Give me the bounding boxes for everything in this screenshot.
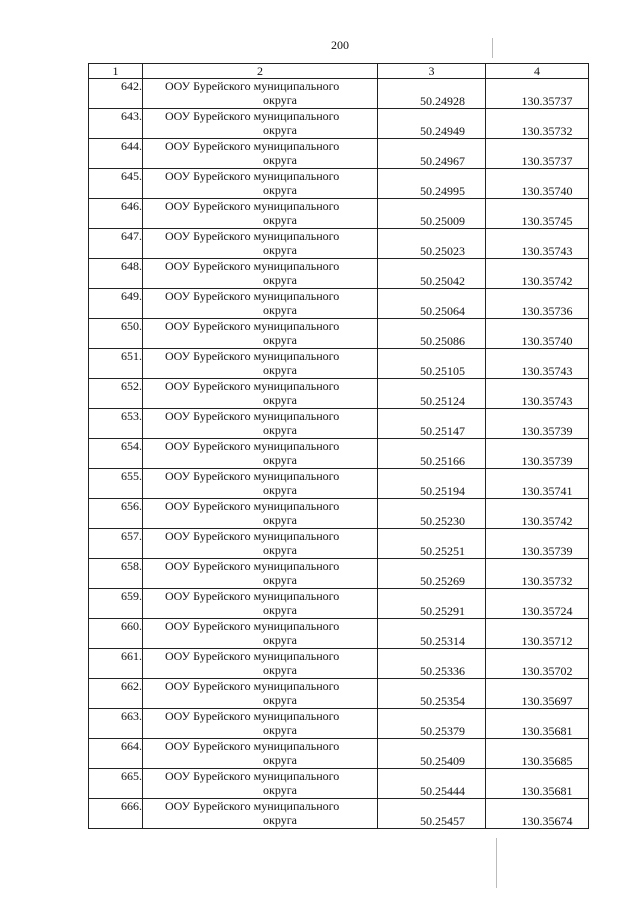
object-name-line1: ООУ Бурейского муниципального bbox=[165, 649, 340, 663]
table-row bbox=[89, 229, 589, 259]
latitude-cell bbox=[378, 139, 486, 169]
longitude-cell bbox=[486, 439, 589, 469]
object-name-line1: ООУ Бурейского муниципального bbox=[165, 469, 340, 483]
object-name bbox=[143, 199, 378, 229]
latitude-value: 50.25147 bbox=[420, 424, 465, 438]
row-number: 644. bbox=[89, 139, 143, 169]
row-number: 645. bbox=[89, 169, 143, 199]
object-name-line1: ООУ Бурейского муниципального bbox=[165, 769, 340, 783]
longitude-cell bbox=[486, 649, 589, 679]
object-name-line2: округа bbox=[263, 183, 297, 197]
object-name-line1: ООУ Бурейского муниципального bbox=[165, 79, 340, 93]
longitude-cell bbox=[486, 589, 589, 619]
row-number: 652. bbox=[89, 379, 143, 409]
object-name bbox=[143, 259, 378, 289]
latitude-cell bbox=[378, 799, 486, 829]
object-name bbox=[143, 379, 378, 409]
table-row bbox=[89, 709, 589, 739]
latitude-value: 50.25291 bbox=[420, 604, 465, 618]
longitude-cell bbox=[486, 709, 589, 739]
object-name bbox=[143, 799, 378, 829]
latitude-cell bbox=[378, 259, 486, 289]
row-number: 653. bbox=[89, 409, 143, 439]
row-number: 662. bbox=[89, 679, 143, 709]
table-row bbox=[89, 769, 589, 799]
longitude-cell bbox=[486, 139, 589, 169]
object-name-line2: округа bbox=[263, 543, 297, 557]
object-name-line1: ООУ Бурейского муниципального bbox=[165, 289, 340, 303]
latitude-value: 50.25269 bbox=[420, 574, 465, 588]
scan-artifact-line bbox=[496, 838, 497, 888]
object-name-line2: округа bbox=[263, 333, 297, 347]
object-name-line2: округа bbox=[263, 573, 297, 587]
longitude-cell bbox=[486, 499, 589, 529]
longitude-cell bbox=[486, 409, 589, 439]
object-name-line1: ООУ Бурейского муниципального bbox=[165, 109, 340, 123]
longitude-value: 130.35739 bbox=[521, 544, 573, 558]
object-name bbox=[143, 289, 378, 319]
object-name-line1: ООУ Бурейского муниципального bbox=[165, 619, 340, 633]
column-header-1: 1 bbox=[89, 64, 143, 79]
row-number: 661. bbox=[89, 649, 143, 679]
longitude-value: 130.35742 bbox=[521, 274, 573, 288]
object-name bbox=[143, 619, 378, 649]
object-name bbox=[143, 709, 378, 739]
object-name-line2: округа bbox=[263, 123, 297, 137]
object-name-line2: округа bbox=[263, 603, 297, 617]
table-header-row bbox=[89, 64, 589, 79]
longitude-value: 130.35743 bbox=[521, 394, 573, 408]
object-name-line2: округа bbox=[263, 93, 297, 107]
longitude-cell bbox=[486, 529, 589, 559]
longitude-value: 130.35681 bbox=[521, 724, 573, 738]
longitude-cell bbox=[486, 199, 589, 229]
table-body bbox=[89, 79, 589, 829]
scan-artifact-line bbox=[492, 38, 493, 58]
page-number: 200 bbox=[331, 38, 349, 52]
longitude-cell bbox=[486, 769, 589, 799]
latitude-cell bbox=[378, 739, 486, 769]
latitude-value: 50.25023 bbox=[420, 244, 465, 258]
latitude-value: 50.25409 bbox=[420, 754, 465, 768]
longitude-value: 130.35732 bbox=[521, 574, 573, 588]
table-row bbox=[89, 199, 589, 229]
table-row bbox=[89, 739, 589, 769]
table-row bbox=[89, 559, 589, 589]
longitude-cell bbox=[486, 739, 589, 769]
longitude-value: 130.35732 bbox=[521, 124, 573, 138]
latitude-value: 50.25314 bbox=[420, 634, 465, 648]
longitude-cell bbox=[486, 799, 589, 829]
table-row bbox=[89, 349, 589, 379]
latitude-value: 50.25251 bbox=[420, 544, 465, 558]
table-row bbox=[89, 679, 589, 709]
latitude-cell bbox=[378, 109, 486, 139]
longitude-cell bbox=[486, 169, 589, 199]
table-row bbox=[89, 259, 589, 289]
object-name-line1: ООУ Бурейского муниципального bbox=[165, 709, 340, 723]
table-row bbox=[89, 469, 589, 499]
longitude-value: 130.35681 bbox=[521, 784, 573, 798]
longitude-value: 130.35697 bbox=[521, 694, 573, 708]
table-row bbox=[89, 109, 589, 139]
coordinates-table bbox=[88, 63, 589, 829]
object-name-line1: ООУ Бурейского муниципального bbox=[165, 229, 340, 243]
object-name-line2: округа bbox=[263, 693, 297, 707]
object-name-line1: ООУ Бурейского муниципального bbox=[165, 259, 340, 273]
object-name bbox=[143, 109, 378, 139]
row-number: 666. bbox=[89, 799, 143, 829]
longitude-cell bbox=[486, 289, 589, 319]
row-number: 646. bbox=[89, 199, 143, 229]
latitude-value: 50.25336 bbox=[420, 664, 465, 678]
latitude-cell bbox=[378, 229, 486, 259]
longitude-cell bbox=[486, 259, 589, 289]
row-number: 655. bbox=[89, 469, 143, 499]
object-name bbox=[143, 589, 378, 619]
longitude-cell bbox=[486, 319, 589, 349]
object-name bbox=[143, 469, 378, 499]
object-name-line1: ООУ Бурейского муниципального bbox=[165, 379, 340, 393]
row-number: 665. bbox=[89, 769, 143, 799]
object-name-line1: ООУ Бурейского муниципального bbox=[165, 319, 340, 333]
longitude-value: 130.35743 bbox=[521, 364, 573, 378]
table-row bbox=[89, 619, 589, 649]
latitude-cell bbox=[378, 679, 486, 709]
latitude-cell bbox=[378, 409, 486, 439]
row-number: 658. bbox=[89, 559, 143, 589]
object-name-line2: округа bbox=[263, 783, 297, 797]
longitude-cell bbox=[486, 109, 589, 139]
column-header-3: 3 bbox=[378, 64, 486, 79]
row-number: 647. bbox=[89, 229, 143, 259]
object-name-line1: ООУ Бурейского муниципального bbox=[165, 139, 340, 153]
row-number: 660. bbox=[89, 619, 143, 649]
object-name-line2: округа bbox=[263, 813, 297, 827]
longitude-cell bbox=[486, 79, 589, 109]
latitude-cell bbox=[378, 79, 486, 109]
row-number: 648. bbox=[89, 259, 143, 289]
object-name-line2: округа bbox=[263, 243, 297, 257]
longitude-value: 130.35712 bbox=[521, 634, 573, 648]
object-name bbox=[143, 499, 378, 529]
latitude-value: 50.25194 bbox=[420, 484, 465, 498]
object-name bbox=[143, 649, 378, 679]
latitude-cell bbox=[378, 319, 486, 349]
latitude-value: 50.25124 bbox=[420, 394, 465, 408]
latitude-value: 50.25086 bbox=[420, 334, 465, 348]
object-name bbox=[143, 439, 378, 469]
table-row bbox=[89, 499, 589, 529]
object-name-line1: ООУ Бурейского муниципального bbox=[165, 799, 340, 813]
row-number: 651. bbox=[89, 349, 143, 379]
column-header-4: 4 bbox=[486, 64, 589, 79]
object-name-line2: округа bbox=[263, 723, 297, 737]
object-name-line1: ООУ Бурейского муниципального bbox=[165, 679, 340, 693]
longitude-value: 130.35737 bbox=[521, 94, 573, 108]
object-name-line2: округа bbox=[263, 213, 297, 227]
table-row bbox=[89, 319, 589, 349]
longitude-value: 130.35740 bbox=[521, 334, 573, 348]
longitude-value: 130.35739 bbox=[521, 454, 573, 468]
object-name-line2: округа bbox=[263, 513, 297, 527]
longitude-cell bbox=[486, 229, 589, 259]
latitude-value: 50.24949 bbox=[420, 124, 465, 138]
latitude-cell bbox=[378, 169, 486, 199]
latitude-value: 50.25230 bbox=[420, 514, 465, 528]
row-number: 649. bbox=[89, 289, 143, 319]
latitude-value: 50.25064 bbox=[420, 304, 465, 318]
table-row bbox=[89, 379, 589, 409]
longitude-cell bbox=[486, 679, 589, 709]
row-number: 654. bbox=[89, 439, 143, 469]
longitude-cell bbox=[486, 469, 589, 499]
table-row bbox=[89, 799, 589, 829]
longitude-value: 130.35737 bbox=[521, 154, 573, 168]
object-name-line1: ООУ Бурейского муниципального bbox=[165, 559, 340, 573]
object-name-line2: округа bbox=[263, 633, 297, 647]
object-name-line1: ООУ Бурейского муниципального bbox=[165, 739, 340, 753]
object-name bbox=[143, 769, 378, 799]
table-row bbox=[89, 409, 589, 439]
longitude-value: 130.35736 bbox=[521, 304, 573, 318]
object-name-line1: ООУ Бурейского муниципального bbox=[165, 499, 340, 513]
longitude-value: 130.35724 bbox=[521, 604, 573, 618]
latitude-cell bbox=[378, 769, 486, 799]
latitude-value: 50.25105 bbox=[420, 364, 465, 378]
latitude-cell bbox=[378, 349, 486, 379]
object-name bbox=[143, 529, 378, 559]
object-name bbox=[143, 79, 378, 109]
object-name bbox=[143, 739, 378, 769]
longitude-value: 130.35674 bbox=[521, 814, 573, 828]
latitude-value: 50.25042 bbox=[420, 274, 465, 288]
object-name-line2: округа bbox=[263, 753, 297, 767]
column-header-2: 2 bbox=[143, 64, 378, 79]
row-number: 643. bbox=[89, 109, 143, 139]
table-row bbox=[89, 139, 589, 169]
latitude-cell bbox=[378, 199, 486, 229]
object-name-line2: округа bbox=[263, 303, 297, 317]
object-name-line2: округа bbox=[263, 483, 297, 497]
longitude-cell bbox=[486, 559, 589, 589]
object-name-line1: ООУ Бурейского муниципального bbox=[165, 409, 340, 423]
latitude-cell bbox=[378, 379, 486, 409]
object-name bbox=[143, 559, 378, 589]
object-name bbox=[143, 169, 378, 199]
latitude-cell bbox=[378, 289, 486, 319]
object-name bbox=[143, 229, 378, 259]
latitude-cell bbox=[378, 529, 486, 559]
table-row bbox=[89, 169, 589, 199]
object-name-line2: округа bbox=[263, 393, 297, 407]
latitude-value: 50.25379 bbox=[420, 724, 465, 738]
longitude-value: 130.35745 bbox=[521, 214, 573, 228]
longitude-value: 130.35739 bbox=[521, 424, 573, 438]
longitude-value: 130.35685 bbox=[521, 754, 573, 768]
table-row bbox=[89, 649, 589, 679]
row-number: 664. bbox=[89, 739, 143, 769]
latitude-cell bbox=[378, 619, 486, 649]
latitude-cell bbox=[378, 649, 486, 679]
latitude-value: 50.25166 bbox=[420, 454, 465, 468]
object-name bbox=[143, 319, 378, 349]
table-row bbox=[89, 79, 589, 109]
latitude-value: 50.25444 bbox=[420, 784, 465, 798]
row-number: 656. bbox=[89, 499, 143, 529]
object-name-line2: округа bbox=[263, 273, 297, 287]
longitude-cell bbox=[486, 379, 589, 409]
object-name-line1: ООУ Бурейского муниципального bbox=[165, 439, 340, 453]
object-name-line1: ООУ Бурейского муниципального bbox=[165, 169, 340, 183]
object-name-line2: округа bbox=[263, 663, 297, 677]
object-name-line2: округа bbox=[263, 453, 297, 467]
object-name-line1: ООУ Бурейского муниципального bbox=[165, 349, 340, 363]
latitude-value: 50.25009 bbox=[420, 214, 465, 228]
longitude-value: 130.35743 bbox=[521, 244, 573, 258]
latitude-cell bbox=[378, 469, 486, 499]
latitude-value: 50.24995 bbox=[420, 184, 465, 198]
table-row bbox=[89, 529, 589, 559]
latitude-cell bbox=[378, 559, 486, 589]
object-name-line2: округа bbox=[263, 423, 297, 437]
table-row bbox=[89, 589, 589, 619]
table-row bbox=[89, 439, 589, 469]
row-number: 650. bbox=[89, 319, 143, 349]
table-row bbox=[89, 289, 589, 319]
object-name bbox=[143, 349, 378, 379]
row-number: 659. bbox=[89, 589, 143, 619]
latitude-cell bbox=[378, 499, 486, 529]
row-number: 642. bbox=[89, 79, 143, 109]
object-name-line1: ООУ Бурейского муниципального bbox=[165, 199, 340, 213]
longitude-value: 130.35742 bbox=[521, 514, 573, 528]
object-name bbox=[143, 679, 378, 709]
latitude-value: 50.24928 bbox=[420, 94, 465, 108]
latitude-value: 50.25354 bbox=[420, 694, 465, 708]
latitude-cell bbox=[378, 709, 486, 739]
object-name-line1: ООУ Бурейского муниципального bbox=[165, 529, 340, 543]
object-name bbox=[143, 409, 378, 439]
object-name bbox=[143, 139, 378, 169]
row-number: 657. bbox=[89, 529, 143, 559]
object-name-line1: ООУ Бурейского муниципального bbox=[165, 589, 340, 603]
longitude-value: 130.35741 bbox=[521, 484, 573, 498]
longitude-value: 130.35740 bbox=[521, 184, 573, 198]
latitude-value: 50.25457 bbox=[420, 814, 465, 828]
row-number: 663. bbox=[89, 709, 143, 739]
latitude-cell bbox=[378, 439, 486, 469]
longitude-value: 130.35702 bbox=[521, 664, 573, 678]
longitude-cell bbox=[486, 619, 589, 649]
latitude-cell bbox=[378, 589, 486, 619]
object-name-line2: округа bbox=[263, 363, 297, 377]
object-name-line2: округа bbox=[263, 153, 297, 167]
latitude-value: 50.24967 bbox=[420, 154, 465, 168]
longitude-cell bbox=[486, 349, 589, 379]
